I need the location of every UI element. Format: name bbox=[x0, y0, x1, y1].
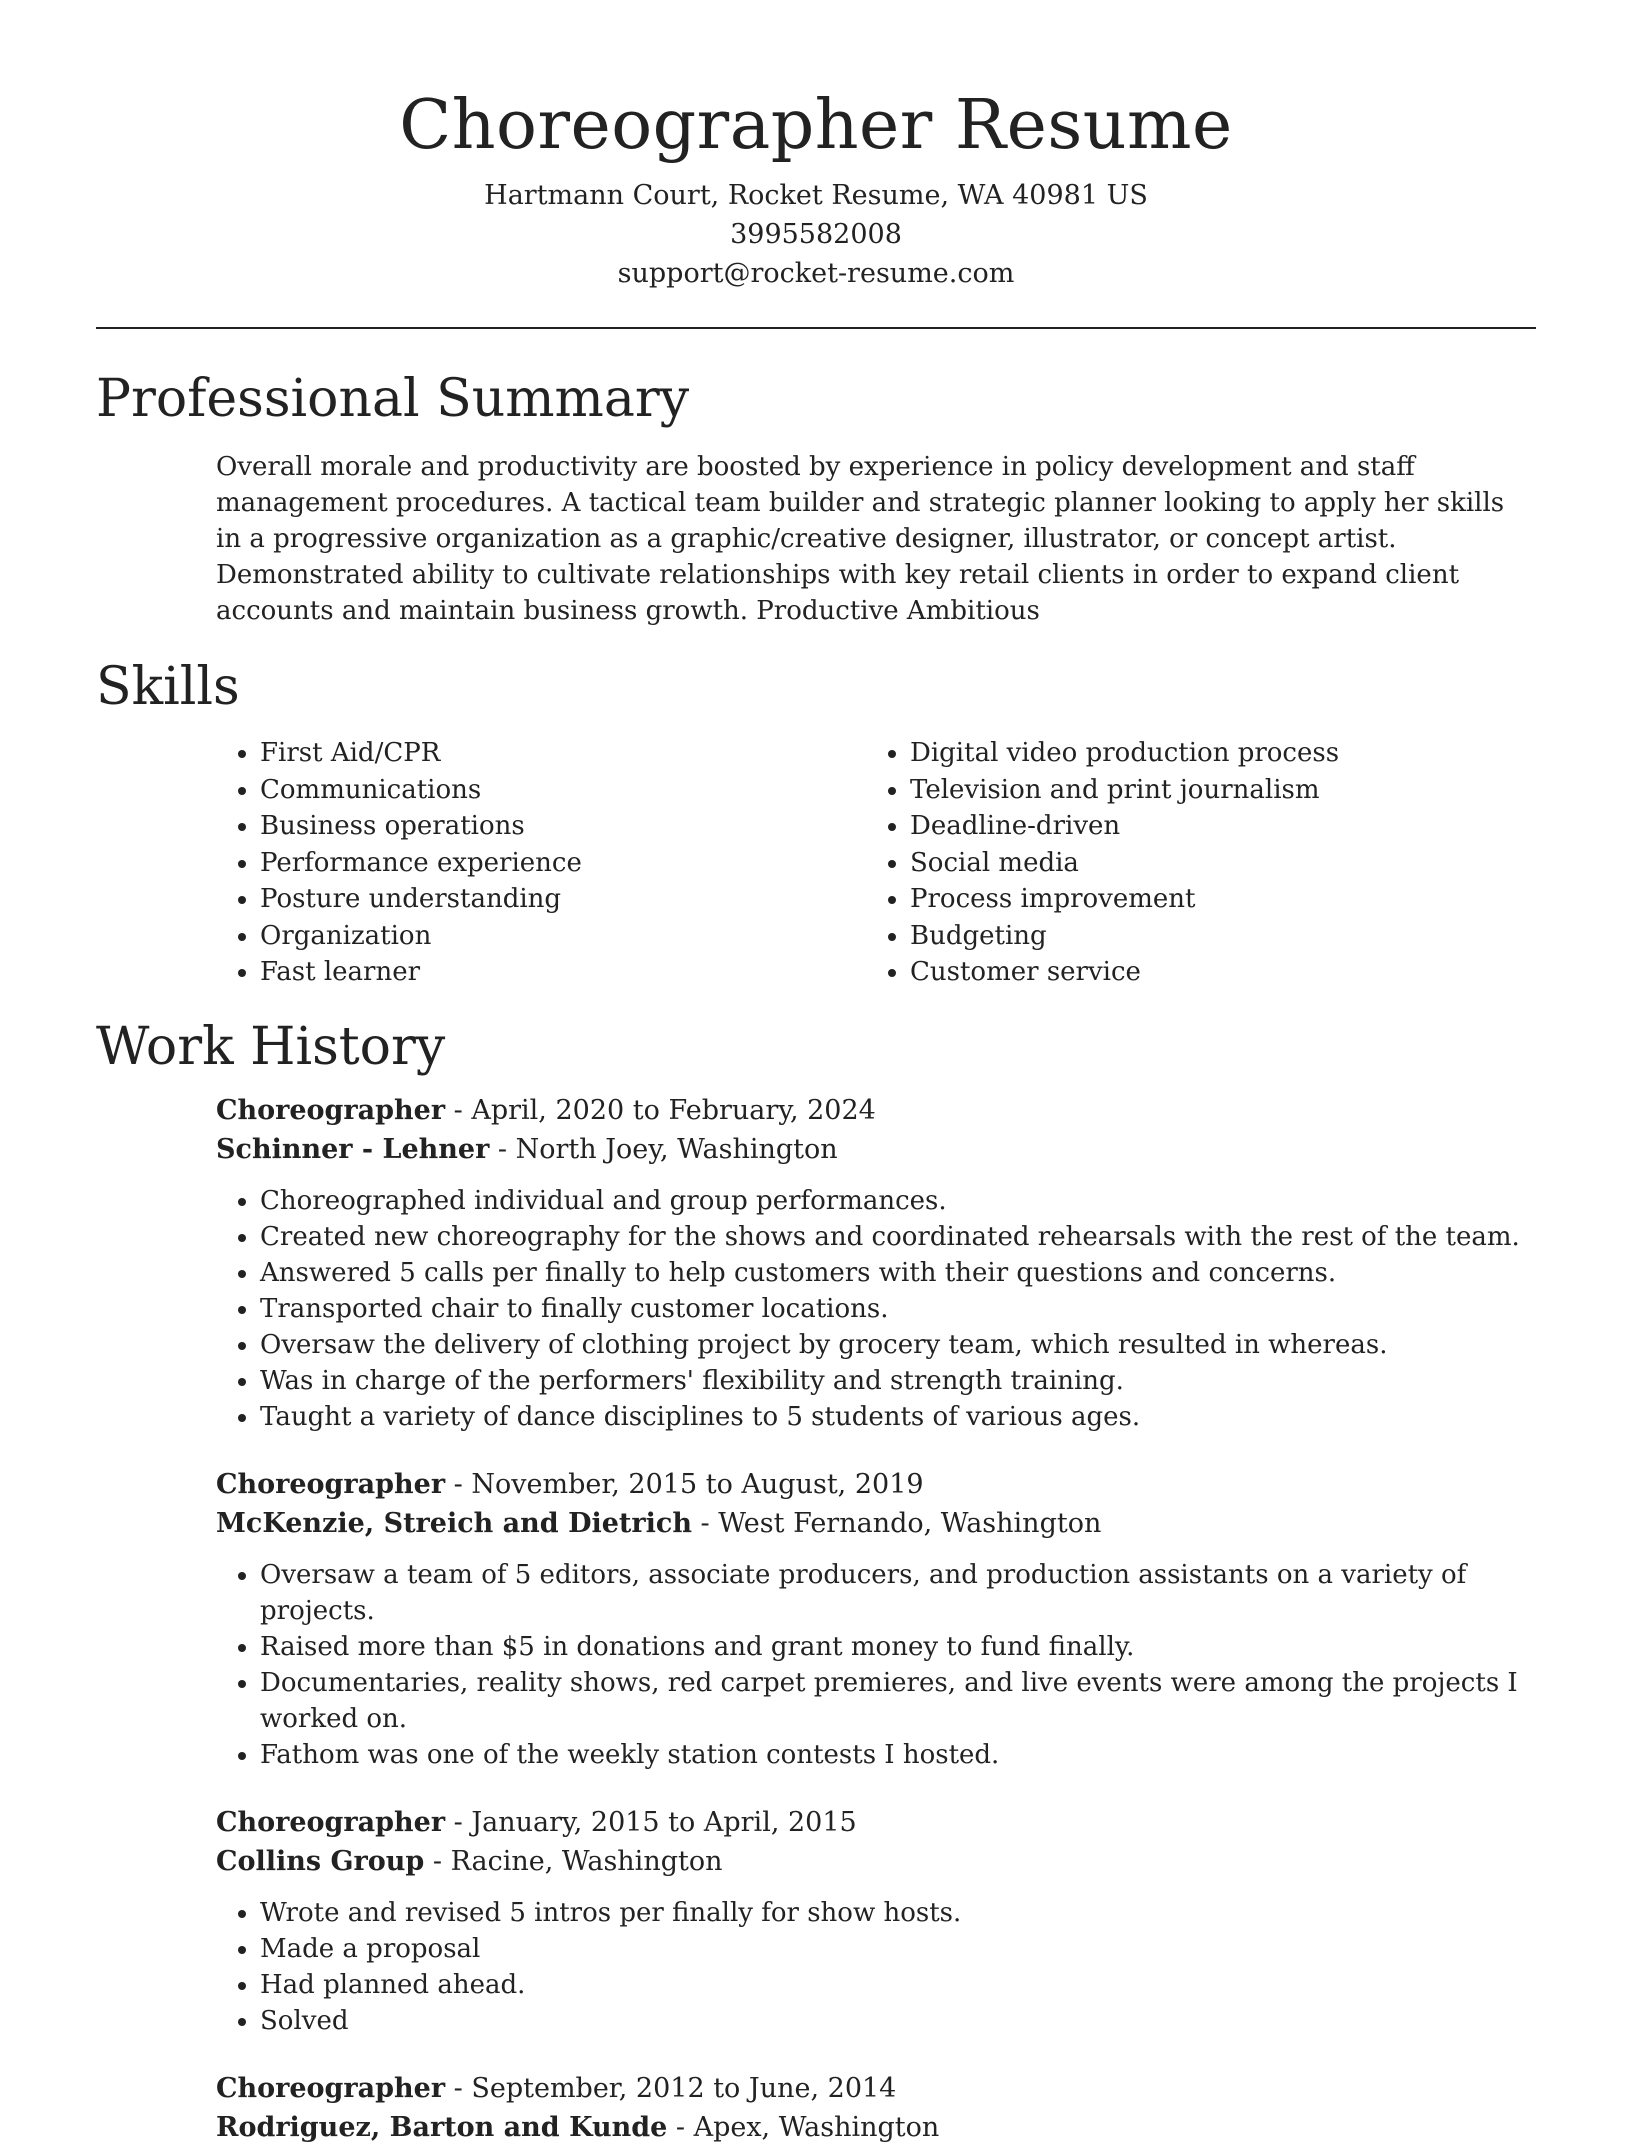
skill-item: • Posture understanding bbox=[260, 881, 760, 918]
job-role-line bbox=[216, 1465, 1536, 1504]
skill-item: • Business operations bbox=[260, 808, 760, 845]
job-bullet: • Documentaries, reality shows, red carpet premieres, and live events were among the projects I worked on. bbox=[260, 1665, 1536, 1737]
job-company-line bbox=[216, 1504, 1536, 1543]
job-bullet: • Wrote and revised 5 intros per finally for show hosts. bbox=[260, 1895, 1536, 1931]
resume-title: Choreographer Resume bbox=[399, 86, 1233, 165]
address-text: Hartmann Court, Rocket Resume, WA 40981 US bbox=[484, 180, 1148, 211]
job-bullet: • Created new choreography for the shows and coordinated rehearsals with the rest of the team. bbox=[260, 1219, 1536, 1255]
job-bullet: • Fathom was one of the weekly station contests I hosted. bbox=[260, 1737, 1536, 1773]
job-bullet: • Taught a variety of dance disciplines to 5 students of various ages. bbox=[260, 1399, 1536, 1435]
skill-item: • Television and print journalism bbox=[910, 772, 1410, 809]
resume-page bbox=[96, 0, 1536, 2147]
job-company: Collins Group bbox=[216, 1845, 425, 1877]
job-bullets bbox=[96, 1895, 1536, 2039]
job-bullet: • Oversaw a team of 5 editors, associate producers, and production assistants on a variety of projects. bbox=[260, 1557, 1536, 1629]
job-bullet: • Made a proposal bbox=[260, 1931, 1536, 1967]
skills-column-2 bbox=[760, 735, 1410, 991]
skill-item: • Organization bbox=[260, 918, 760, 955]
phone-text: 3995582008 bbox=[730, 219, 902, 250]
job-role-line bbox=[216, 1091, 1536, 1130]
skill-item: • Budgeting bbox=[910, 918, 1410, 955]
job-company: McKenzie, Streich and Dietrich bbox=[216, 1507, 692, 1539]
job-bullet: • Oversaw the delivery of clothing project by grocery team, which resulted in whereas. bbox=[260, 1327, 1536, 1363]
skill-item: • Fast learner bbox=[260, 954, 760, 991]
job-dates: - September, 2012 to June, 2014 bbox=[445, 2072, 897, 2104]
job-bullet: • Raised more than $5 in donations and grant money to fund finally. bbox=[260, 1629, 1536, 1665]
contact-block bbox=[96, 176, 1536, 293]
email-text: support@rocket-resume.com bbox=[617, 258, 1015, 289]
skill-item: • Communications bbox=[260, 772, 760, 809]
work-history-heading: Work History bbox=[96, 1016, 446, 1077]
job-role: Choreographer bbox=[216, 1094, 446, 1126]
job-location: - Racine, Washington bbox=[424, 1845, 723, 1877]
job-entry bbox=[96, 1465, 1536, 1773]
header-divider bbox=[96, 327, 1536, 329]
job-role-line bbox=[216, 1803, 1536, 1842]
skill-item: • Deadline-driven bbox=[910, 808, 1410, 845]
job-role-line bbox=[216, 2069, 1536, 2108]
job-bullet: • Had planned ahead. bbox=[260, 1967, 1536, 2003]
job-location: - Apex, Washington bbox=[667, 2111, 940, 2143]
resume-header bbox=[96, 0, 1536, 293]
job-company-line bbox=[216, 1842, 1536, 1881]
skill-item: • Process improvement bbox=[910, 881, 1410, 918]
job-role: Choreographer bbox=[216, 1468, 446, 1500]
job-location: - North Joey, Washington bbox=[489, 1133, 838, 1165]
job-location: - West Fernando, Washington bbox=[691, 1507, 1102, 1539]
job-bullet: • Solved bbox=[260, 2003, 1536, 2039]
skill-item: • Digital video production process bbox=[910, 735, 1410, 772]
job-dates: - November, 2015 to August, 2019 bbox=[445, 1468, 924, 1500]
skills-column-1 bbox=[96, 735, 760, 991]
job-company-line bbox=[216, 2108, 1536, 2147]
summary-heading: Professional Summary bbox=[96, 369, 690, 429]
job-entry bbox=[96, 2069, 1536, 2147]
job-bullets bbox=[96, 1557, 1536, 1773]
job-entry bbox=[96, 1091, 1536, 1435]
skill-item: • First Aid/CPR bbox=[260, 735, 760, 772]
job-entry bbox=[96, 1803, 1536, 2039]
job-bullet: • Was in charge of the performers' flexibility and strength training. bbox=[260, 1363, 1536, 1399]
skills-heading: Skills bbox=[96, 657, 240, 717]
job-bullets bbox=[96, 1183, 1536, 1435]
summary-text: Overall morale and productivity are boosted by experience in policy development and staff management procedures. A tactical team builder and strategic planner looking to apply her skills in a progressive organization as a graphic/creative designer, illustrator, or concept artist. Demonstrated ability to cultivate relationships with key retail clients in order to expand client accounts and maintain business growth. Productive Ambitious bbox=[216, 452, 1505, 626]
job-dates: - January, 2015 to April, 2015 bbox=[445, 1806, 857, 1838]
job-company-line bbox=[216, 1130, 1536, 1169]
job-bullet: • Choreographed individual and group performances. bbox=[260, 1183, 1536, 1219]
job-company: Schinner - Lehner bbox=[216, 1133, 490, 1165]
skill-item: • Customer service bbox=[910, 954, 1410, 991]
job-bullet: • Transported chair to finally customer locations. bbox=[260, 1291, 1536, 1327]
job-bullet: • Answered 5 calls per finally to help customers with their questions and concerns. bbox=[260, 1255, 1536, 1291]
job-role: Choreographer bbox=[216, 1806, 446, 1838]
skill-item: • Performance experience bbox=[260, 845, 760, 882]
skills-list bbox=[96, 735, 1536, 991]
job-dates: - April, 2020 to February, 2024 bbox=[445, 1094, 876, 1126]
job-role: Choreographer bbox=[216, 2072, 446, 2104]
job-company: Rodriguez, Barton and Kunde bbox=[216, 2111, 668, 2143]
skill-item: • Social media bbox=[910, 845, 1410, 882]
